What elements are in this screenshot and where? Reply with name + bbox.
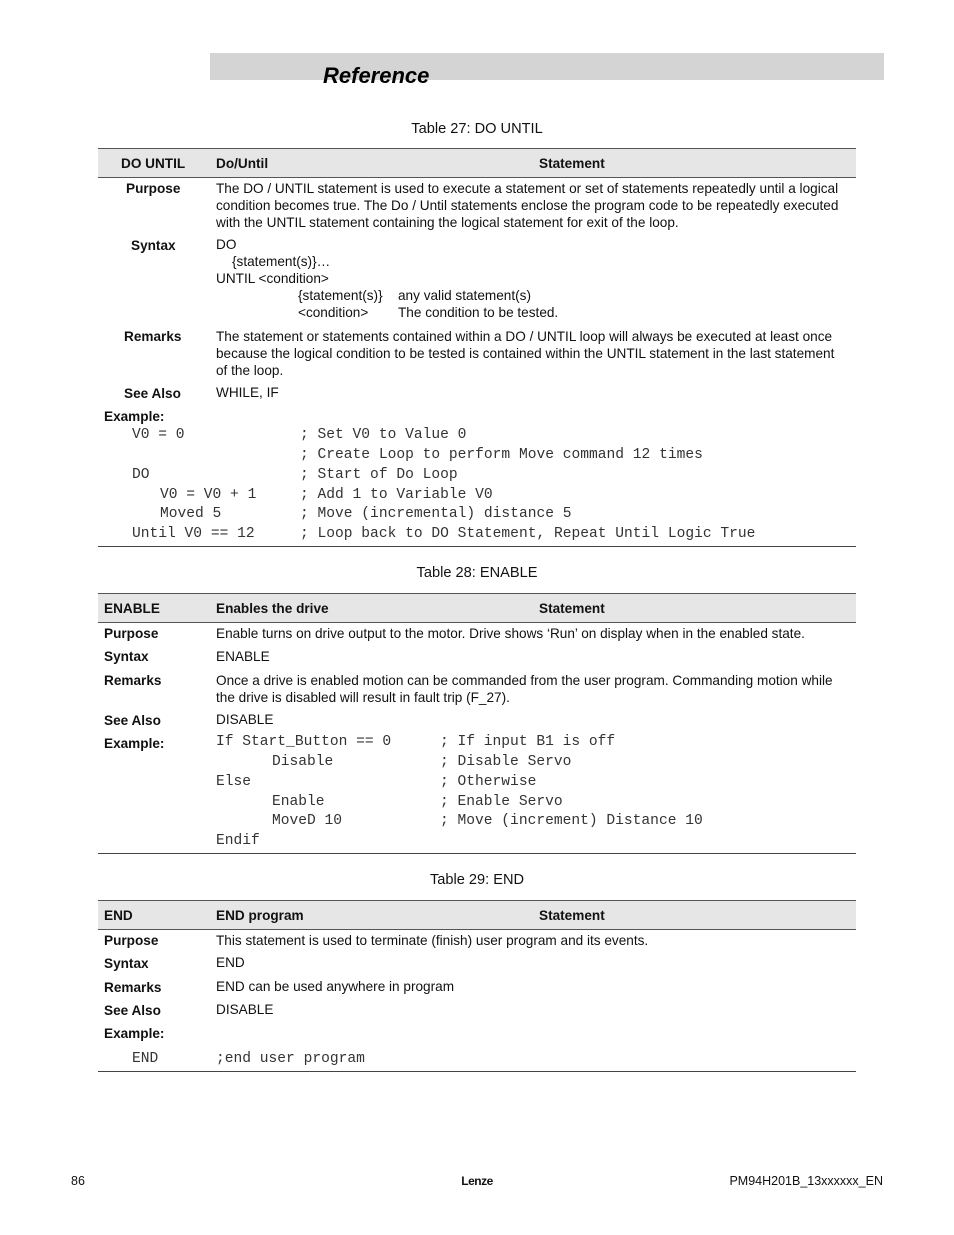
table28-code-line-1-code: If Start_Button == 0	[216, 734, 392, 750]
table27-example-label: Example:	[104, 409, 165, 424]
table28-code-line-6-code: Endif	[216, 833, 260, 849]
table27-syntax-until: UNTIL <condition>	[216, 271, 329, 286]
table28-code-line-5-comment: ; Move (increment) Distance 10	[440, 813, 703, 829]
table27-code-line-2-comment: ; Create Loop to perform Move command 12 times	[300, 447, 703, 463]
table27-col3: Statement	[539, 156, 605, 171]
table29-seealso-label: See Also	[104, 1003, 161, 1018]
table27-param1-desc: any valid statement(s)	[398, 288, 531, 303]
table28-header	[98, 593, 856, 623]
table28-syntax-label: Syntax	[104, 649, 149, 664]
table29-col2: END program	[216, 908, 304, 923]
table27-param1-name: {statement(s)}	[298, 288, 383, 303]
table27-syntax-label: Syntax	[131, 238, 176, 253]
table27-caption: Table 27: DO UNTIL	[411, 121, 543, 137]
table27-remarks: The statement or statements contained within a DO / UNTIL loop will always be executed at least once because the logical condition to be tested is contained within the UNTIL statement in the last statement of the loop.	[216, 329, 835, 378]
table28-purpose: Enable turns on drive output to the motor. Drive shows ‘Run’ on display when in the enabled state.	[216, 626, 805, 641]
table27-purpose: The DO / UNTIL statement is used to execute a statement or set of statements repeatedly until a logical condition becomes true. The Do / Until statements enclose the program code to be repeatedly executed with the UNTIL statement containing the logical statement for exit of the loop.	[216, 181, 839, 230]
table29-seealso: DISABLE	[216, 1002, 274, 1017]
brand-logo: Lenze	[461, 1174, 493, 1188]
table27-code-line-5-code: Moved 5	[160, 506, 222, 522]
table28-code-line-2-comment: ; Disable Servo	[440, 754, 572, 770]
table27-syntax-do: DO	[216, 237, 237, 252]
table29-header	[98, 900, 856, 930]
table27-remarks-label: Remarks	[124, 329, 182, 344]
table27-code-line-4-comment: ; Add 1 to Variable V0	[300, 487, 493, 503]
table28-code-line-4-code: Enable	[272, 794, 325, 810]
table27-code-line-3-code: DO	[132, 467, 150, 483]
table28-remarks: Once a drive is enabled motion can be commanded from the user program. Commanding motion while the drive is disabled will result in fault trip (F_27).	[216, 673, 833, 705]
table29-col3: Statement	[539, 908, 605, 923]
table27-col2: Do/Until	[216, 156, 269, 171]
table28-caption: Table 28: ENABLE	[416, 565, 538, 581]
table28-remarks-label: Remarks	[104, 673, 162, 688]
table28-code-line-1-comment: ; If input B1 is off	[440, 734, 616, 750]
table27-header	[98, 148, 856, 178]
table28-col1: ENABLE	[104, 601, 160, 616]
table27-code-line-1-code: V0 = 0	[132, 427, 185, 443]
table29-syntax: END	[216, 955, 245, 970]
document-id: PM94H201B_13xxxxxx_EN	[729, 1174, 883, 1188]
table29-example-label: Example:	[104, 1026, 165, 1041]
table29-col1: END	[104, 908, 133, 923]
table28-code-line-5-code: MoveD 10	[272, 813, 343, 829]
table27-code-line-5-comment: ; Move (incremental) distance 5	[300, 506, 572, 522]
header-bar	[210, 53, 884, 80]
table28-col2: Enables the drive	[216, 601, 329, 616]
table27-param2-desc: The condition to be tested.	[398, 305, 559, 320]
table27-code-line-6-code: Until V0 == 12	[132, 526, 255, 542]
table27-col1: DO UNTIL	[121, 156, 186, 171]
table28-col3: Statement	[539, 601, 605, 616]
table29-syntax-label: Syntax	[104, 956, 149, 971]
table27-syntax-statements: {statement(s)}…	[232, 254, 331, 269]
table28-seealso: DISABLE	[216, 712, 274, 727]
table27-code-line-4-code: V0 = V0 + 1	[160, 487, 257, 503]
table27-code-line-3-comment: ; Start of Do Loop	[300, 467, 458, 483]
table28-example-label: Example:	[104, 736, 165, 751]
table29-purpose: This statement is used to terminate (finish) user program and its events.	[216, 933, 649, 948]
table28-code-line-3-code: Else	[216, 774, 252, 790]
table28-code-line-3-comment: ; Otherwise	[440, 774, 537, 790]
page-number: 86	[71, 1174, 85, 1188]
table27-seealso-label: See Also	[124, 386, 181, 401]
table29-bottom-rule	[98, 1071, 856, 1072]
table29-code-comment: ;end user program	[216, 1051, 365, 1067]
table28-bottom-rule	[98, 853, 856, 854]
table27-purpose-label: Purpose	[126, 181, 181, 196]
table27-param2-name: <condition>	[298, 305, 369, 320]
table28-purpose-label: Purpose	[104, 626, 159, 641]
table28-seealso-label: See Also	[104, 713, 161, 728]
table27-bottom-rule	[98, 546, 856, 547]
table28-syntax: ENABLE	[216, 649, 270, 664]
table28-code-line-2-code: Disable	[272, 754, 334, 770]
table27-seealso: WHILE, IF	[216, 385, 279, 400]
table29-code-line: END	[132, 1051, 159, 1067]
table27-code-line-1-comment: ; Set V0 to Value 0	[300, 427, 467, 443]
table28-code-line-4-comment: ; Enable Servo	[440, 794, 563, 810]
page-title: Reference	[323, 63, 430, 88]
table29-remarks-label: Remarks	[104, 980, 162, 995]
table29-purpose-label: Purpose	[104, 933, 159, 948]
table27-code-line-6-comment: ; Loop back to DO Statement, Repeat Until Logic True	[300, 526, 756, 542]
table29-caption: Table 29: END	[429, 872, 525, 888]
table29-remarks: END can be used anywhere in program	[216, 979, 455, 994]
